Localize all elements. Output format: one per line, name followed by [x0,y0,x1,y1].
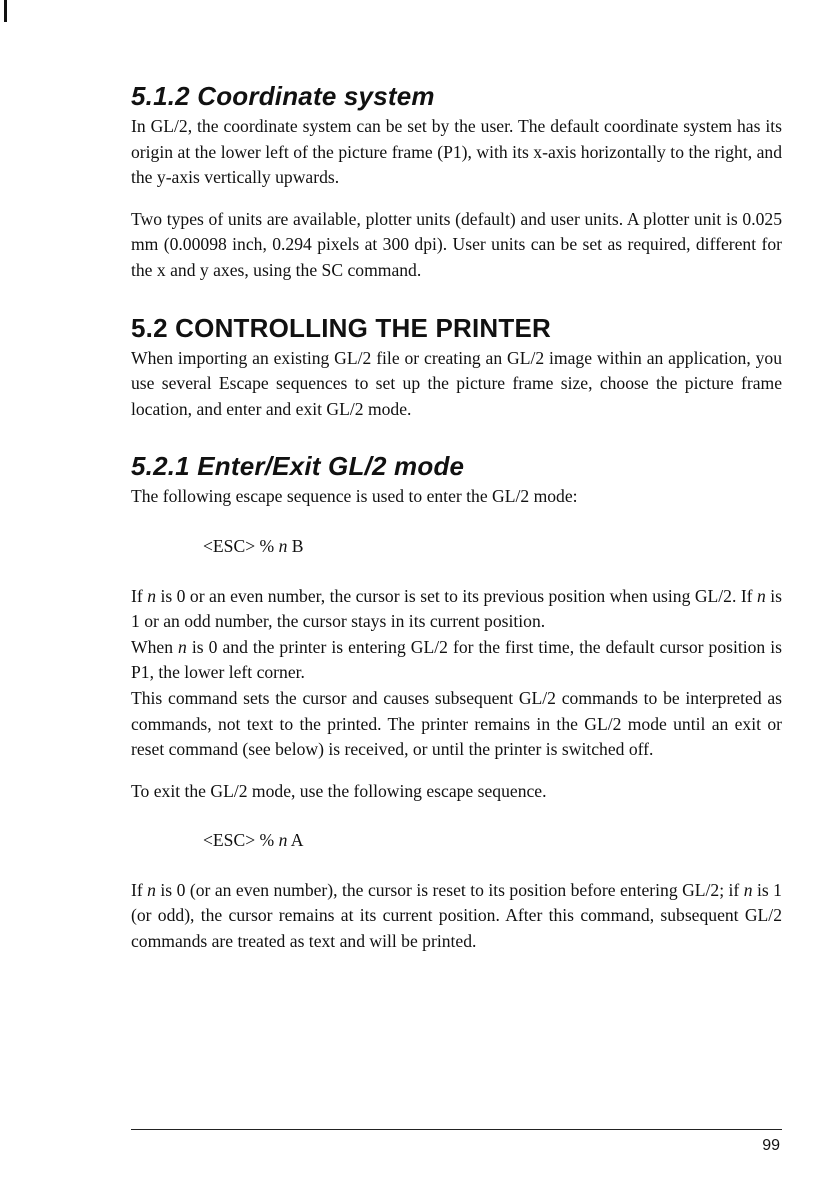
text-run: is 0 (or an even number), the cursor is reset to its position before entering GL/2; if [155,879,744,900]
exit-cmd-variable: n [278,830,288,851]
enter-cmd-prefix: <ESC> % [203,535,279,556]
variable-n: n [178,636,187,657]
enter-cmd-suffix: B [287,535,304,556]
variable-n: n [147,879,156,900]
enter-escape-sequence [203,534,782,560]
text-run: is 0 or an even number, the cursor is set to its previous position when using GL/2. If [155,585,757,606]
exit-escape-sequence [203,828,782,854]
footer-rule [131,1129,782,1130]
document-page [131,80,782,955]
text-run: If [131,879,148,900]
variable-n: n [147,585,156,606]
paragraph-enter-cursor [131,584,782,763]
variable-n: n [757,585,766,606]
paragraph-controlling-printer: When importing an existing GL/2 file or creating an GL/2 image within an application, you use several Escape sequences to set up the picture frame size, choose the picture frame location, and enter and exit GL/2 mode. [131,347,782,419]
paragraph-units: Two types of units are available, plotter units (default) and user units. A plotter unit is 0.025 mm (0.00098 inch, 0.294 pixels at 300 dpi). User units can be set as required, different for the x and y axes, using the SC command. [131,208,782,280]
page-number: 99 [762,1137,780,1154]
text-run: When [131,636,179,657]
heading-enter-exit-mode: 5.2.1 Enter/Exit GL/2 mode [131,451,465,482]
enter-cmd-variable: n [278,535,288,556]
paragraph-coordinate-origin: In GL/2, the coordinate system can be set by the user. The default coordinate system has its origin at the lower left of the picture frame (P1), with its x-axis horizontally to the right, and the y-axis vertically upwards. [131,116,782,188]
text-run: If [131,585,148,606]
text-run: is 1 (or odd), the cursor remains at its current position. After this command, subsequent GL/2 commands are treated as text and will be printed. [131,879,782,952]
paragraph-exit-intro: To exit the GL/2 mode, use the following escape sequence. [131,780,547,801]
exit-cmd-suffix: A [287,830,304,851]
variable-n: n [743,879,753,900]
heading-controlling-printer: 5.2 CONTROLLING THE PRINTER [131,312,551,343]
scan-edge-mark [4,0,7,22]
text-run: is 1 or an odd number, the cursor stays in its current position. [131,585,782,632]
text-run: is 0 and the printer is entering GL/2 for the first time, the default cursor position is P1, the lower left corner. [131,636,782,683]
paragraph-exit-cursor [131,878,782,955]
heading-coordinate-system: 5.1.2 Coordinate system [131,81,435,111]
exit-cmd-prefix: <ESC> % [203,830,279,851]
paragraph-enter-intro: The following escape sequence is used to enter the GL/2 mode: [131,486,578,507]
text-run: This command sets the cursor and causes subsequent GL/2 commands to be interpreted as commands, not text to the printed. The printer remains in the GL/2 mode until an exit or reset command (see below) is received, or until the printer is switched off. [131,687,782,760]
